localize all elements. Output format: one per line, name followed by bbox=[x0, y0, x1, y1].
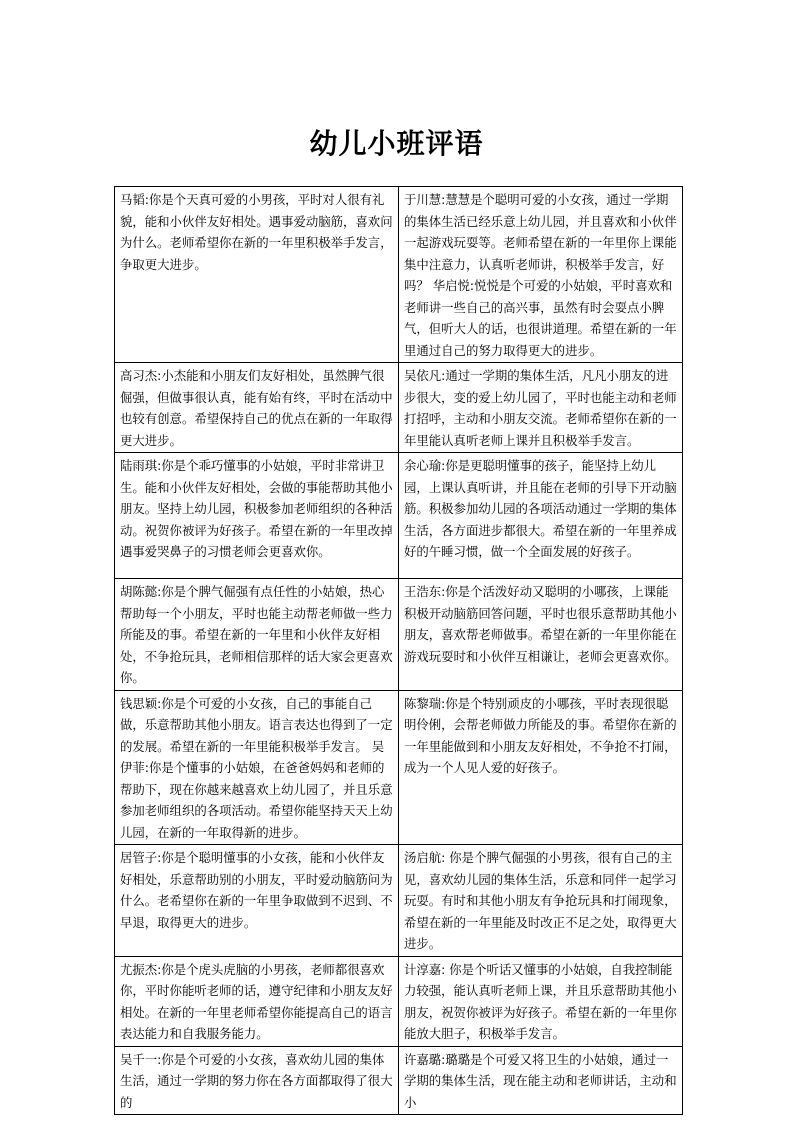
comment-cell: 余心瑜:你是更聪明懂事的孩子，能坚持上幼儿园，上课认真听讲，并且能在老师的引导下开动脑筋。积极参加幼儿园的各项活动通过一学期的集体生活，各方面进步都很大。希望在新的一年里养成好的午睡习惯，做一个全面发展的好孩子。 bbox=[399, 453, 683, 579]
comment-cell: 王浩东:你是个活泼好动又聪明的小哪孩，上课能积极开动脑筋回答问题，平时也很乐意帮助其他小朋友，喜欢帮老师做事。希望在新的一年里你能在游戏玩耍时和小伙伴互相谦让，老师会更喜欢你。 bbox=[399, 579, 683, 691]
table-row bbox=[115, 845, 683, 957]
table-row bbox=[115, 690, 683, 845]
comment-cell: 陆雨琪:你是个乖巧懂事的小姑娘，平时非常讲卫生。能和小伙伴友好相处，会做的事能帮助其他小朋友。坚持上幼儿园，积极参加老师组织的各种活动。祝贺你被评为好孩子。希望在新的一年里改掉遇事爱哭鼻子的习惯老师会更喜欢你。 bbox=[115, 453, 399, 579]
page-title: 幼儿小班评语 bbox=[309, 127, 484, 160]
table-row bbox=[115, 187, 683, 363]
comment-cell: 吴依凡:通过一学期的集体生活，凡凡小朋友的进步很大，变的爱上幼儿园了，平时也能主动和老师打招呼，主动和小朋友交流。老师希望你在新的一年里能认真听老师上课并且积极举手发言。 bbox=[399, 363, 683, 453]
table-row bbox=[115, 453, 683, 579]
comment-cell: 居管子:你是个聪明懂事的小女孩，能和小伙伴友好相处，乐意帮助别的小朋友，平时爱动脑筋问为什么。老希望你在新的一年里争取做到不迟到、不早退，取得更大的进步。 bbox=[115, 845, 399, 957]
comment-cell: 高习杰:小杰能和小朋友们友好相处，虽然脾气很倔强，但做事很认真，能有始有终，平时在活动中也较有创意。希望保持自己的优点在新的一年取得更大进步。 bbox=[115, 363, 399, 453]
comment-cell: 陈黎瑞:你是个特别顽皮的小哪孩，平时表现很聪明伶俐，会帮老师做力所能及的事。希望你在新的一年里能做到和小朋友友好相处，不争抢不打闹，成为一个人见人爱的好孩子。 bbox=[399, 690, 683, 845]
comment-cell: 尤振杰:你是个虎头虎脑的小男孩，老师都很喜欢你，平时你能听老师的话，遵守纪律和小朋友友好相处。在新的一年里老师希望你能提高自己的语言表达能力和自我服务能力。 bbox=[115, 956, 399, 1046]
comment-cell: 汤启航: 你是个脾气倔强的小男孩，很有自己的主见，喜欢幼儿园的集体生活，乐意和同伴一起学习玩耍。有时和其他小朋友有争抢玩具和打闹现象，希望在新的一年里能及时改正不足之处，取得更大进步。 bbox=[399, 845, 683, 957]
table-row bbox=[115, 956, 683, 1046]
comment-cell: 钱思颖:你是个可爱的小女孩，自己的事能自己做，乐意帮助其他小朋友。语言表达也得到了一定的发展。希望在新的一年里能积极举手发言。 吴伊菲:你是个懂事的小姑娘，在爸爸妈妈和老师的帮助下，现在你越来越喜欢上幼儿园了，并且乐意参加老师组织的各项活动。希望你能坚持天天上幼儿园，在新的一年取得新的进步。 bbox=[115, 690, 399, 845]
comments-table bbox=[114, 186, 683, 1115]
comment-cell: 胡陈懿:你是个脾气倔强有点任性的小姑娘，热心帮助每一个小朋友，平时也能主动帮老师做一些力所能及的事。希望在新的一年里和小伙伴友好相处，不争抢玩具，老师相信那样的话大家会更喜欢你。 bbox=[115, 579, 399, 691]
comment-cell: 许嘉璐:璐璐是个可爱又将卫生的小姑娘，通过一学期的集体生活，现在能主动和老师讲话，主动和小 bbox=[399, 1046, 683, 1115]
table-row bbox=[115, 1046, 683, 1115]
table-row bbox=[115, 363, 683, 453]
comment-cell: 吴千一:你是个可爱的小女孩，喜欢幼儿园的集体生活，通过一学期的努力你在各方面都取得了很大的 bbox=[115, 1046, 399, 1115]
comment-cell: 马韬:你是个天真可爱的小男孩，平时对人很有礼貌，能和小伙伴友好相处。遇事爱动脑筋，喜欢问为什么。老师希望你在新的一年里积极举手发言，争取更大进步。 bbox=[115, 187, 399, 363]
comment-cell: 于川慧:慧慧是个聪明可爱的小女孩，通过一学期的集体生活已经乐意上幼儿园，并且喜欢和小伙伴一起游戏玩耍等。老师希望在新的一年里你上课能集中注意力，认真听老师讲，积极举手发言，好吗？ 华启悦:悦悦是个可爱的小姑娘，平时喜欢和老师讲一些自己的高兴事，虽然有时会耍点小脾气，但听大人的话，也很讲道理。希望在新的一年里通过自己的努力取得更大的进步。 bbox=[399, 187, 683, 363]
comment-cell: 计淳嘉: 你是个听话又懂事的小姑娘，自我控制能力较强，能认真听老师上课，并且乐意帮助其他小朋友，祝贺你被评为好孩子。希望在新的一年里你能放大胆子，积极举手发言。 bbox=[399, 956, 683, 1046]
table-row bbox=[115, 579, 683, 691]
